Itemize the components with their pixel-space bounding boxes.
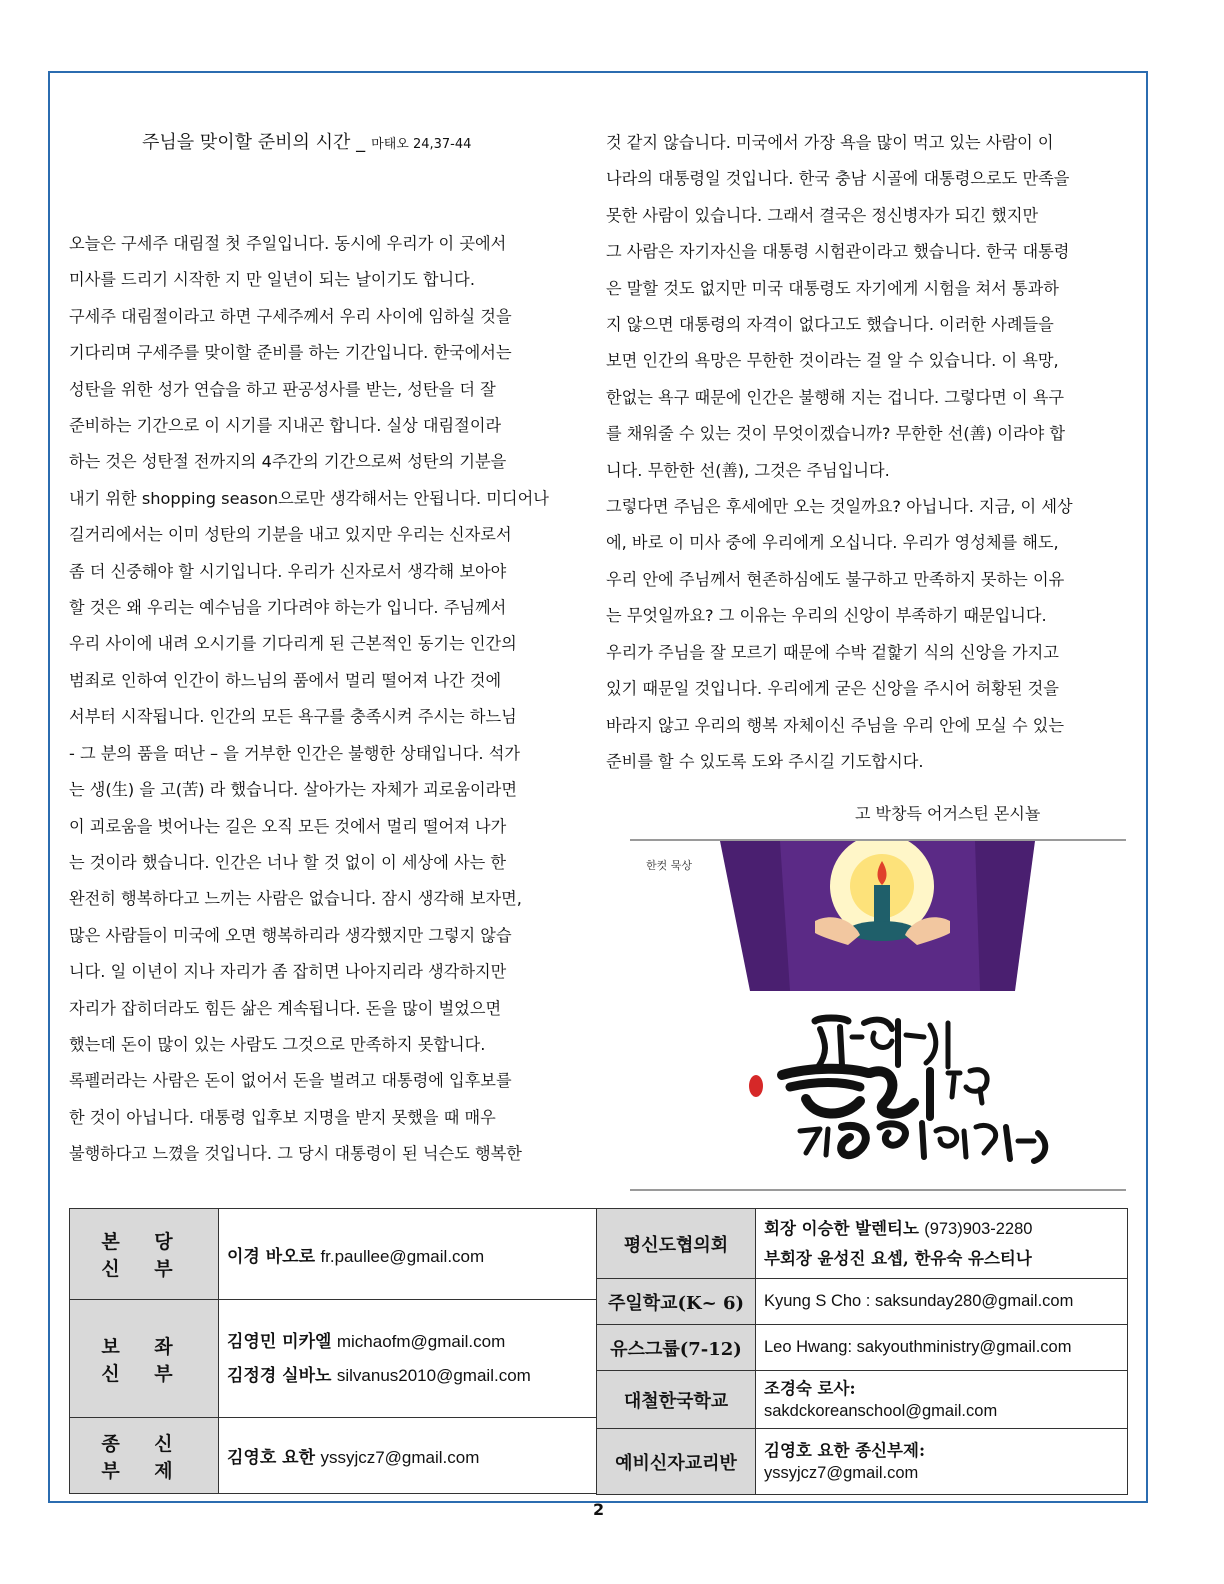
article-line: 는 생(生) 을 고(苦) 라 했습니다. 살아가는 자체가 괴로움이라면	[69, 780, 517, 800]
image-caption: 한컷 묵상	[646, 859, 693, 872]
table-row	[70, 1300, 597, 1418]
row-value: 김영호 요한 yssyjcz7@gmail.com	[219, 1418, 597, 1494]
article-line: 우리 사이에 내려 오시기를 기다리게 된 근본적인 동기는 인간의	[69, 634, 517, 654]
article-line: 많은 사람들이 미국에 오면 행복하리라 생각했지만 그렇지 않습	[69, 925, 512, 945]
article-line: 는 것이라 했습니다. 인간은 너나 할 것 없이 이 세상에 사는 한	[69, 852, 507, 872]
article-line: 길거리에서는 이미 성탄의 기분을 내고 있지만 우리는 신자로서	[69, 525, 512, 545]
email-link[interactable]: Leo Hwang: sakyouthministry@gmail.com	[756, 1325, 1128, 1371]
phone-number[interactable]: (973)903-2280	[924, 1219, 1033, 1238]
email-link[interactable]: sakdckoreanschool@gmail.com	[764, 1401, 998, 1420]
article-line: 니다. 일 이년이 지나 자리가 좀 잡히면 나아지리라 생각하지만	[69, 962, 507, 982]
article-line: 그 사람은 자기자신을 대통령 시험관이라고 했습니다. 한국 대통령	[606, 242, 1070, 262]
article-line: 좀 더 신중해야 할 시기입니다. 우리가 신자로서 생각해 보아야	[69, 561, 507, 581]
article-line: 는 무엇일까요? 그 이유는 우리의 신앙이 부족하기 때문입니다.	[606, 606, 1047, 626]
article-line: 못한 사람이 있습니다. 그래서 결국은 정신병자가 되긴 했지만	[606, 205, 1039, 225]
table-row	[70, 1418, 597, 1494]
email-link[interactable]: yssyjcz7@gmail.com	[320, 1448, 480, 1467]
article-line: 우리가 주님을 잘 모르기 때문에 수박 겉핥기 식의 신앙을 가지고	[606, 642, 1059, 662]
row-label: 종 신 부 제	[70, 1418, 219, 1494]
article-line: 내기 위한 shopping season으로만 생각해서는 안됩니다. 미디어나	[69, 488, 549, 508]
article-line: 한없는 욕구 때문에 인간은 불행해 지는 겁니다. 그렇다면 이 욕구	[606, 387, 1065, 407]
row-value: 회장 이승한 발렌티노 (973)903-2280 부회장 윤성진 요셉, 한유숙 유스티나	[756, 1209, 1128, 1279]
article-line: 이 괴로움을 벗어나는 길은 오직 모든 것에서 멀리 떨어져 나가	[69, 816, 507, 836]
row-value: 김영민 미카엘 michaofm@gmail.com 김정경 실바노 silvanus2010@gmail.com	[219, 1300, 597, 1418]
row-value: 이경 바오로 fr.paullee@gmail.com	[219, 1209, 597, 1300]
red-seal-icon	[749, 1075, 763, 1097]
article-line: 나라의 대통령일 것입니다. 한국 충남 시골에 대통령으로도 만족을	[606, 169, 1070, 189]
article-line: 준비하는 기간으로 이 시기를 지내곤 합니다. 실상 대림절이라	[69, 416, 502, 436]
article-line: 불행하다고 느꼈을 것입니다. 그 당시 대통령이 된 닉슨도 행복한	[69, 1144, 522, 1164]
article-line: - 그 분의 품을 떠난 – 을 거부한 인간은 불행한 상태입니다. 석가	[69, 743, 520, 763]
ministry-directory-table	[596, 1208, 1128, 1495]
table-row	[597, 1209, 1128, 1279]
article-line: 자리가 잡히더라도 힘든 삶은 계속됩니다. 돈을 많이 벌었으면	[69, 998, 502, 1018]
article-line: 바라지 않고 우리의 행복 자체이신 주님을 우리 안에 모실 수 있는	[606, 715, 1065, 735]
author-signature: 고 박창득 어거스틴 몬시뇰	[855, 804, 1041, 823]
email-link[interactable]: michaofm@gmail.com	[336, 1331, 506, 1351]
table-row	[597, 1279, 1128, 1325]
article-title: 주님을 맞이할 준비의 시간 _ 마태오 24,37-44	[142, 132, 472, 153]
article-line: 있기 때문일 것입니다. 우리에게 굳은 신앙을 주시어 허황된 것을	[606, 679, 1059, 699]
clergy-directory-table	[69, 1208, 597, 1494]
row-label: 보 좌 신 부	[70, 1300, 219, 1418]
row-value: 김영호 요한 종신부제: yssyjcz7@gmail.com	[756, 1429, 1128, 1495]
article-line: 하는 것은 성탄절 전까지의 4주간의 기간으로써 성탄의 기분을	[69, 452, 507, 472]
email-link[interactable]: Kyung S Cho : saksunday280@gmail.com	[756, 1279, 1128, 1325]
article-line: 준비를 할 수 있도록 도와 주시길 기도합시다.	[606, 751, 924, 771]
table-row	[70, 1209, 597, 1300]
table-row	[597, 1429, 1128, 1495]
meditation-illustration	[630, 839, 1126, 1191]
article-line: 성탄을 위한 성가 연습을 하고 판공성사를 받는, 성탄을 더 잘	[69, 379, 496, 399]
article-line: 구세주 대림절이라고 하면 구세주께서 우리 사이에 임하실 것을	[69, 306, 512, 326]
article-line: 했는데 돈이 많이 있는 사람도 그것으로 만족하지 못합니다.	[69, 1034, 486, 1054]
article-column-right	[606, 125, 1073, 780]
article-line: 할 것은 왜 우리는 예수님을 기다려야 하는가 입니다. 주님께서	[69, 598, 507, 618]
row-label: 대철한국학교	[597, 1371, 756, 1429]
article-line: 록펠러라는 사람은 돈이 없어서 돈을 벌려고 대통령에 입후보를	[69, 1071, 512, 1091]
article-line: 오늘은 구세주 대림절 첫 주일입니다. 동시에 우리가 이 곳에서	[69, 234, 507, 253]
page-number: 2	[593, 1500, 605, 1519]
article-line: 그렇다면 주님은 후세에만 오는 것일까요? 아닙니다. 지금, 이 세상	[606, 497, 1073, 517]
row-value: 조경숙 로사: sakdckoreanschool@gmail.com	[756, 1371, 1128, 1429]
calligraphy-artwork	[782, 1018, 1045, 1161]
article-line: 기다리며 구세주를 맞이할 준비를 하는 기간입니다. 한국에서는	[69, 343, 512, 363]
scripture-reference: 마태오 24,37-44	[371, 137, 472, 152]
row-label: 본 당 신 부	[70, 1209, 219, 1300]
row-label: 평신도협의회	[597, 1209, 756, 1279]
table-row	[597, 1325, 1128, 1371]
candle-illustration	[630, 841, 1126, 1189]
article-line: 것 같지 않습니다. 미국에서 가장 욕을 많이 먹고 있는 사람이 이	[606, 133, 1054, 152]
table-row	[597, 1371, 1128, 1429]
article-line: 은 말할 것도 없지만 미국 대통령도 자기에게 시험을 쳐서 통과하	[606, 278, 1059, 298]
article-line: 범죄로 인하여 인간이 하느님의 품에서 멀리 떨어져 나간 것에	[69, 670, 502, 690]
article-line: 완전히 행복하다고 느끼는 사람은 없습니다. 잠시 생각해 보자면,	[69, 889, 522, 909]
article-line: 미사를 드리기 시작한 지 만 일년이 되는 날이기도 합니다.	[69, 270, 475, 290]
email-link[interactable]: yssyjcz7@gmail.com	[764, 1463, 919, 1482]
email-link[interactable]: silvanus2010@gmail.com	[336, 1365, 531, 1385]
row-label: 주일학교(K~ 6)	[597, 1279, 756, 1325]
article-line: 보면 인간의 욕망은 무한한 것이라는 걸 알 수 있습니다. 이 욕망,	[606, 351, 1059, 371]
email-link[interactable]: fr.paullee@gmail.com	[320, 1246, 485, 1266]
row-label: 유스그룹(7-12)	[597, 1325, 756, 1371]
row-label: 예비신자교리반	[597, 1429, 756, 1495]
article-line: 에, 바로 이 미사 중에 우리에게 오십니다. 우리가 영성체를 해도,	[606, 533, 1059, 553]
article-line: 한 것이 아닙니다. 대통령 입후보 지명을 받지 못했을 때 매우	[69, 1107, 496, 1127]
article-column-left	[69, 226, 549, 1173]
article-line: 를 채워줄 수 있는 것이 무엇이겠습니까? 무한한 선(善) 이라야 합	[606, 424, 1066, 444]
article-line: 서부터 시작됩니다. 인간의 모든 욕구를 충족시켜 주시는 하느님	[69, 707, 517, 727]
article-line: 우리 안에 주님께서 현존하심에도 불구하고 만족하지 못하는 이유	[606, 569, 1065, 589]
article-line: 지 않으면 대통령의 자격이 없다고도 했습니다. 이러한 사례들을	[606, 315, 1054, 335]
article-line: 니다. 무한한 선(善), 그것은 주님입니다.	[606, 460, 890, 480]
